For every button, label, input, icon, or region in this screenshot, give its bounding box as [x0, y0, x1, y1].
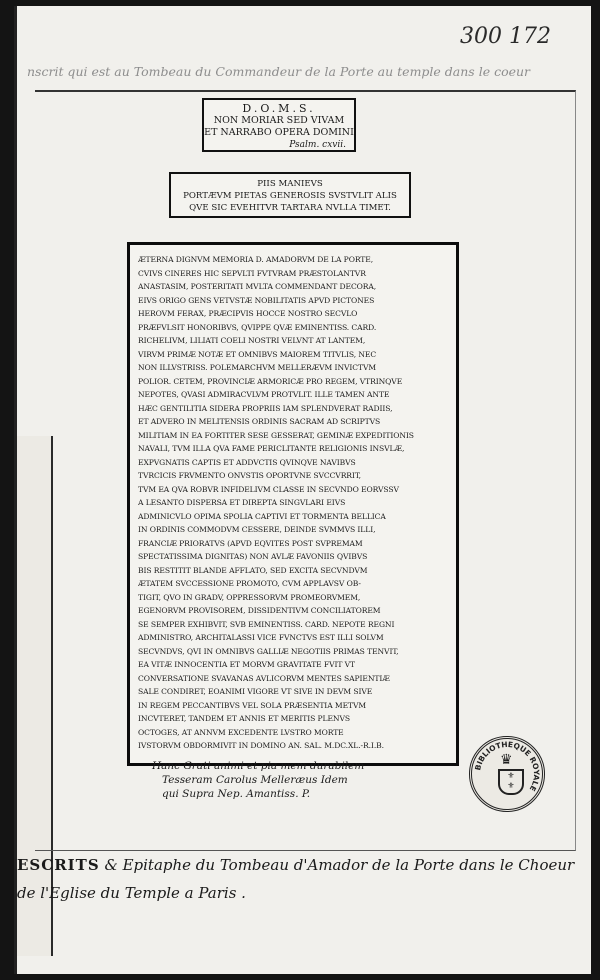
epitaph-line: EXPVGNATIS CAPTIS ET ADDVCTIS QVINQVE NAVIBVS — [138, 457, 356, 467]
epitaph-line: ET ADVERO IN MELITENSIS ORDINIS SACRAM AD SCRIPTVS — [138, 417, 381, 426]
dedication-line: qui Supra Nep. Amantiss. P. — [162, 787, 311, 800]
epitaph-line: SECVNDVS, QVI IN OMNIBVS GALLIÆ NEGOTIIS PRIMAS TENVIT, — [138, 646, 399, 656]
epitaph-line: CONVERSATIONE SVAVANAS AVLICORVM MENTES SAPIENTIÆ — [138, 673, 390, 683]
epitaph-line: RICHELIVM, LILIATI COELI NOSTRI VELVNT AT LANTEM, — [138, 336, 366, 345]
manuscript-page — [14, 6, 591, 974]
library-stamp — [469, 736, 545, 812]
epitaph-line: FRANCIÆ PRIORATVS (APVD EQVITES POST SVPREMAM — [138, 538, 363, 548]
epitaph-line: EGENORVM PROVISOREM, DISSIDENTIVM CONCILIATOREM — [138, 606, 381, 615]
caption-bold-word: ESCRITS — [17, 856, 100, 874]
caption-line-1-rest: & Epitaphe du Tombeau d'Amador de la Porte dans le Choeur — [99, 856, 575, 874]
epitaph-line: POLIOR. CETEM, PROVINCIÆ ARMORICÆ PRO REGEM, VTRINQVE — [138, 376, 403, 386]
caption-line-1 — [17, 854, 574, 876]
dom-line: D.O.M.S. — [242, 102, 316, 115]
epitaph-line: ADMINICVLO OPIMA SPOLIA CAPTIVI ET TORMENTA BELLICA — [138, 511, 386, 521]
epitaph-line: ÆTERNA DIGNVM MEMORIA D. AMADORVM DE LA PORTE, — [138, 255, 374, 264]
epitaph-line: IN REGEM PECCANTIBVS VEL SOLA PRÆSENTIA METVM — [138, 700, 367, 710]
epitaph-line: TIGIT, QVO IN GRADV, OPPRESSORVM PROMEORVMEM, — [138, 592, 361, 602]
epitaph-box — [127, 242, 459, 800]
epitaph-line: IN ORDINIS COMMODVM CESSERE, DEINDE SVMMVS ILLI, — [138, 525, 376, 534]
caption-line-2: de l'Eglise du Temple a Paris . — [17, 884, 246, 902]
piis-manibus-box — [169, 172, 411, 218]
epitaph-line: ANASTASIM, POSTERITATI MVLTA COMMENDANT DECORA, — [138, 282, 377, 291]
dom-inscription-box — [202, 98, 356, 152]
epitaph-line: TVRCICIS FRVMENTO ONVSTIS OPORTVNE SVCCVRRIT, — [138, 471, 361, 480]
dedication-line: Tesseram Carolus Melleræus Idem — [162, 773, 348, 786]
epitaph-line: A LESANTO DISPERSA ET DIREPTA SINGVLARI EIVS — [138, 498, 346, 507]
crown-icon: ♛ — [500, 752, 513, 768]
epitaph-line: ÆTATEM SVCCESSIONE PROMOTO, CVM APPLAVSV OB- — [138, 579, 361, 588]
epitaph-line: MILITIAM IN EA FORTITER SESE GESSERAT, GEMINÆ EXPEDITIONIS — [138, 430, 414, 440]
epitaph-line: IVSTORVM OBDORMIVIT IN DOMINO AN. SAL. M.DC.XL.-R.I.B. — [138, 741, 384, 750]
dom-line: ET NARRABO OPERA DOMINI — [204, 127, 354, 138]
dedication — [138, 759, 450, 801]
epitaph-line: HEROVM FERAX, PRÆCIPVIS HOCCE NOSTRO SECVLO — [138, 309, 358, 318]
epitaph-line: NON ILLVSTRISS. POLEMARCHVM MELLERÆVM INVICTVM — [138, 363, 377, 372]
epitaph-line: NEPOTES, QVASI ADMIRACVLVM PROTVLIT. ILLE TAMEN ANTE — [138, 390, 390, 399]
piis-line: PORTÆVM PIETAS GENEROSIS SVSTVLIT ALIS — [183, 191, 397, 201]
epitaph-line: EA VITÆ INNOCENTIA ET MORVM GRAVITATE FVIT VT — [138, 660, 356, 669]
epitaph-line: INCVTERET, TANDEM ET ANNIS ET MERITIS PLENVS — [138, 714, 350, 723]
epitaph-text — [138, 253, 450, 753]
folio-number: 300 172 — [460, 24, 551, 49]
dom-line: NON MORIAR SED VIVAM — [213, 115, 345, 126]
faded-heading-note: nscrit qui est au Tombeau du Commandeur de la Porte au temple dans le coeur — [27, 64, 531, 79]
epitaph-line: OCTOGES, AT ANNVM EXCEDENTE LVSTRO MORTE — [138, 727, 344, 737]
epitaph-line: SPECTATISSIMA DIGNITAS) NON AVLÆ FAVONIIS QVIBVS — [138, 552, 368, 561]
fleur-de-lis-shield-icon: ⚜ ⚜ — [498, 769, 524, 795]
epitaph-line: BIS RESTITIT BLANDE AFFLATO, SED EXCITA SECVNDVM — [138, 565, 368, 575]
epitaph-line: PRÆFVLSIT HONORIBVS, QVIPPE QVÆ EMINENTISS. CARD. — [138, 322, 377, 332]
epitaph-line: TVM EA QVA ROBVR INFIDELIVM CLASSE IN SECVNDO EORVSSV — [138, 484, 399, 494]
piis-line: QVE SIC EVEHITVR TARTARA NVLLA TIMET. — [189, 203, 391, 213]
epitaph-line: EIVS ORIGO GENS VETVSTÆ NOBILITATIS APVD PICTONES — [138, 295, 375, 305]
psalm-reference: Psalm. cxvii. — [289, 140, 346, 150]
epitaph-line: NAVALI, TVM ILLA QVA FAME PERICLITANTE RELIGIONIS INSVLÆ, — [138, 444, 405, 453]
epitaph-line: CVIVS CINERES HIC SEPVLTI FVTVRAM PRÆSTOLANTVR — [138, 268, 366, 278]
epitaph-line: SALE CONDIRET, EOANIMI VIGORE VT SIVE IN DEVM SIVE — [138, 687, 373, 696]
epitaph-line: SE SEMPER EXHIBVIT, SVB EMINENTISS. CARD. NEPOTE REGNI — [138, 619, 395, 629]
epitaph-line: HÆC GENTILITIA SIDERA PROPRIIS IAM SPLENDVERAT RADIIS, — [138, 403, 393, 413]
epitaph-line: ADMINISTRO, ARCHITALASSI VICE FVNCTVS EST ILLI SOLVM — [138, 633, 384, 642]
piis-line: PIIS MANIEVS — [257, 179, 323, 189]
epitaph-line: VIRVM PRIMÆ NOTÆ ET OMNIBVS MAIOREM TITVLIS, NEC — [138, 349, 377, 359]
dedication-line: Hanc Grati animi et pia mem durabilem — [152, 759, 365, 772]
stamp-text: BIBLIOTHEQUE ROYALE — [473, 739, 542, 793]
